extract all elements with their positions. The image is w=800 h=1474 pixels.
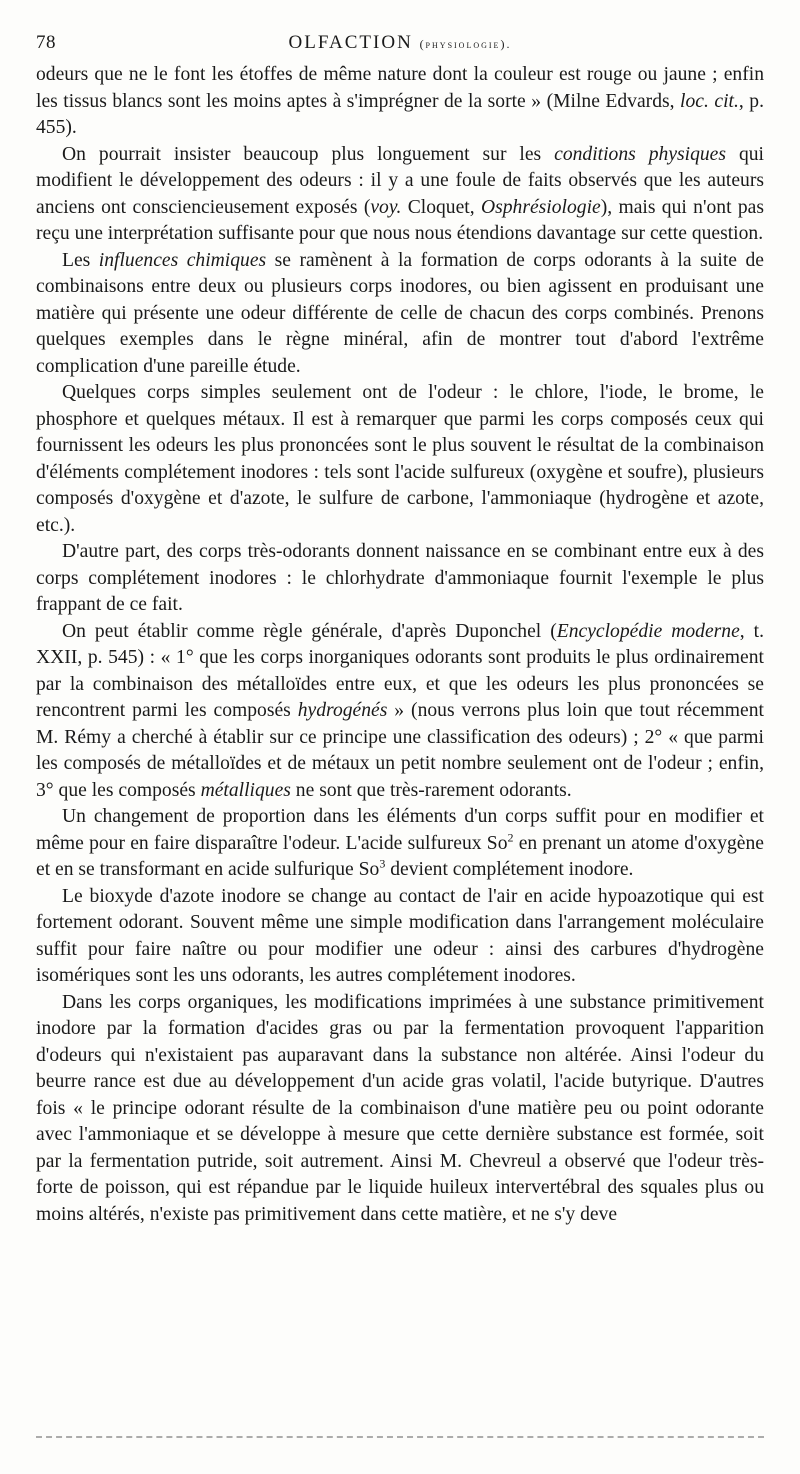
text-run: Quelques corps simples seulement ont de l'odeur : le chlore, l'iode, le brome, le phosphore et quelques métaux. Il est à remarquer que parmi les corps composés ceux qui fournissent les odeurs les plus prononcées sont le plus souvent le résultat de la combinaison d'éléments complétement inodores : tels sont l'acide sulfureux (oxygène et soufre), plusieurs composés d'oxygène et d'azote, le sulfure de carbone, l'ammoniaque (hydrogène et azote, etc.). [36,382,764,536]
paragraph [36,62,764,142]
superscript: 3 [379,856,386,871]
page-number: 78 [36,32,56,53]
text-run: D'autre part, des corps très-odorants donnent naissance en se combinant entre eux à des corps complétement inodores : le chlorhydrate d'ammoniaque fournit l'exemple le plus frappant de ce fait. [36,541,764,615]
italic-text: Osphrésiologie [480,196,601,218]
italic-text: influences chimiques [98,249,267,271]
text-run: , t. XXII, p. 545) : « 1° que les corps inorganiques odorants sont produits le plus ordinairement par la combinaison des métalloïdes entre eux, et que les odeurs les plus prononcées se rencontrent parmi les composés [36,620,765,721]
italic-text: hydrogénés [297,700,388,721]
paragraph [36,990,764,1229]
running-title [36,32,764,54]
text-run: en prenant un atome d'oxygène et en se transformant en acide sulfurique So [36,832,764,880]
paragraph [36,884,764,990]
text-run: devient complétement inodore. [385,859,634,880]
text-run: odeurs que ne le font les étoffes de même nature dont la couleur est rouge ou jaune ; enfin les tissus blancs sont les moins aptes à s'imprégner de la sorte » (Milne Edvards, [36,64,764,112]
paragraph [36,539,764,619]
running-title-sub: (physiologie). [419,37,512,51]
text-run: Cloquet, [401,196,481,218]
italic-text: voy. [370,196,402,218]
text-run: ne sont que très-rarement odorants. [290,779,572,801]
text-run: Un changement de proportion dans les éléments d'un corps suffit pour en modifier et même pour en faire disparaître l'odeur. L'acide sulfureux So [36,806,764,854]
running-header [36,28,764,62]
italic-text: conditions physiques [554,143,727,165]
text-run: ), mais qui n'ont pas reçu une interprétation suffisante pour que nous nous étendions davantage sur cette question. [36,196,764,244]
text-run: qui modifient le développement des odeurs : il y a une foule de faits observés que les auteurs anciens ont consciencieusement exposés ( [36,143,765,218]
paragraph [36,248,764,381]
italic-text: Encyclopédie moderne [556,620,740,642]
text-run: On pourrait insister beaucoup plus longuement sur les [62,143,555,165]
text-run: On peut établir comme règle générale, d'après Duponchel ( [62,620,557,642]
running-title-main: OLFACTION [288,32,413,53]
paragraph [36,142,764,248]
text-run: , p. 455). [36,90,765,138]
paragraph [36,804,764,884]
text-run: » (nous verrons plus loin que tout récemment M. Rémy a cherché à établir sur ce principe une classification des odeurs) ; 2° « que parmi les composés de métalloïdes et de métaux un petit nombre seulement ont de l'odeur ; enfin, 3° que les composés [36,700,764,801]
text-run: Le bioxyde d'azote inodore se change au contact de l'air en acide hypoazotique qui est fortement odorant. Souvent même une simple modification dans l'arrangement moléculaire suffit pour faire naître ou pour modifier une odeur : ainsi des carbures d'hydrogène isomériques sont les uns odorants, les autres complétement inodores. [36,885,764,986]
paragraph [36,619,764,805]
paragraph [36,380,764,539]
bottom-rule [36,1436,764,1438]
text-run: se ramènent à la formation de corps odorants à la suite de combinaisons entre deux ou plusieurs corps inodores, ou bien agissent en produisant une matière qui présente une odeur différente de celle de chacun des corps combinés. Prenons quelques exemples dans le règne minéral, afin de montrer tout d'abord l'extrême complication d'une pareille étude. [36,249,764,377]
body-text [36,62,764,1228]
italic-text: métalliques [200,779,291,801]
superscript: 2 [507,829,514,844]
text-run: Les [62,249,99,271]
italic-text: loc. cit. [680,90,739,112]
text-run: Dans les corps organiques, les modifications imprimées à une substance primitivement inodore par la formation d'acides gras ou par la fermentation provoquent l'apparition d'odeurs qui n'existaient pas auparavant dans la substance non altérée. Ainsi l'odeur du beurre rance est due au développement d'un acide gras volatil, l'acide butyrique. D'autres fois « le principe odorant résulte de la combinaison d'une matière peu ou point odorante avec l'ammoniaque et se développe à mesure que cette dernière substance est formée, soit par la fermentation putride, soit autrement. Ainsi M. Chevreul a observé que l'odeur très-forte de poisson, qui est répandue par le liquide huileux intervertébral des squales plus ou moins altérés, n'existe pas primitivement dans cette matière, et ne s'y deve [36,991,764,1225]
